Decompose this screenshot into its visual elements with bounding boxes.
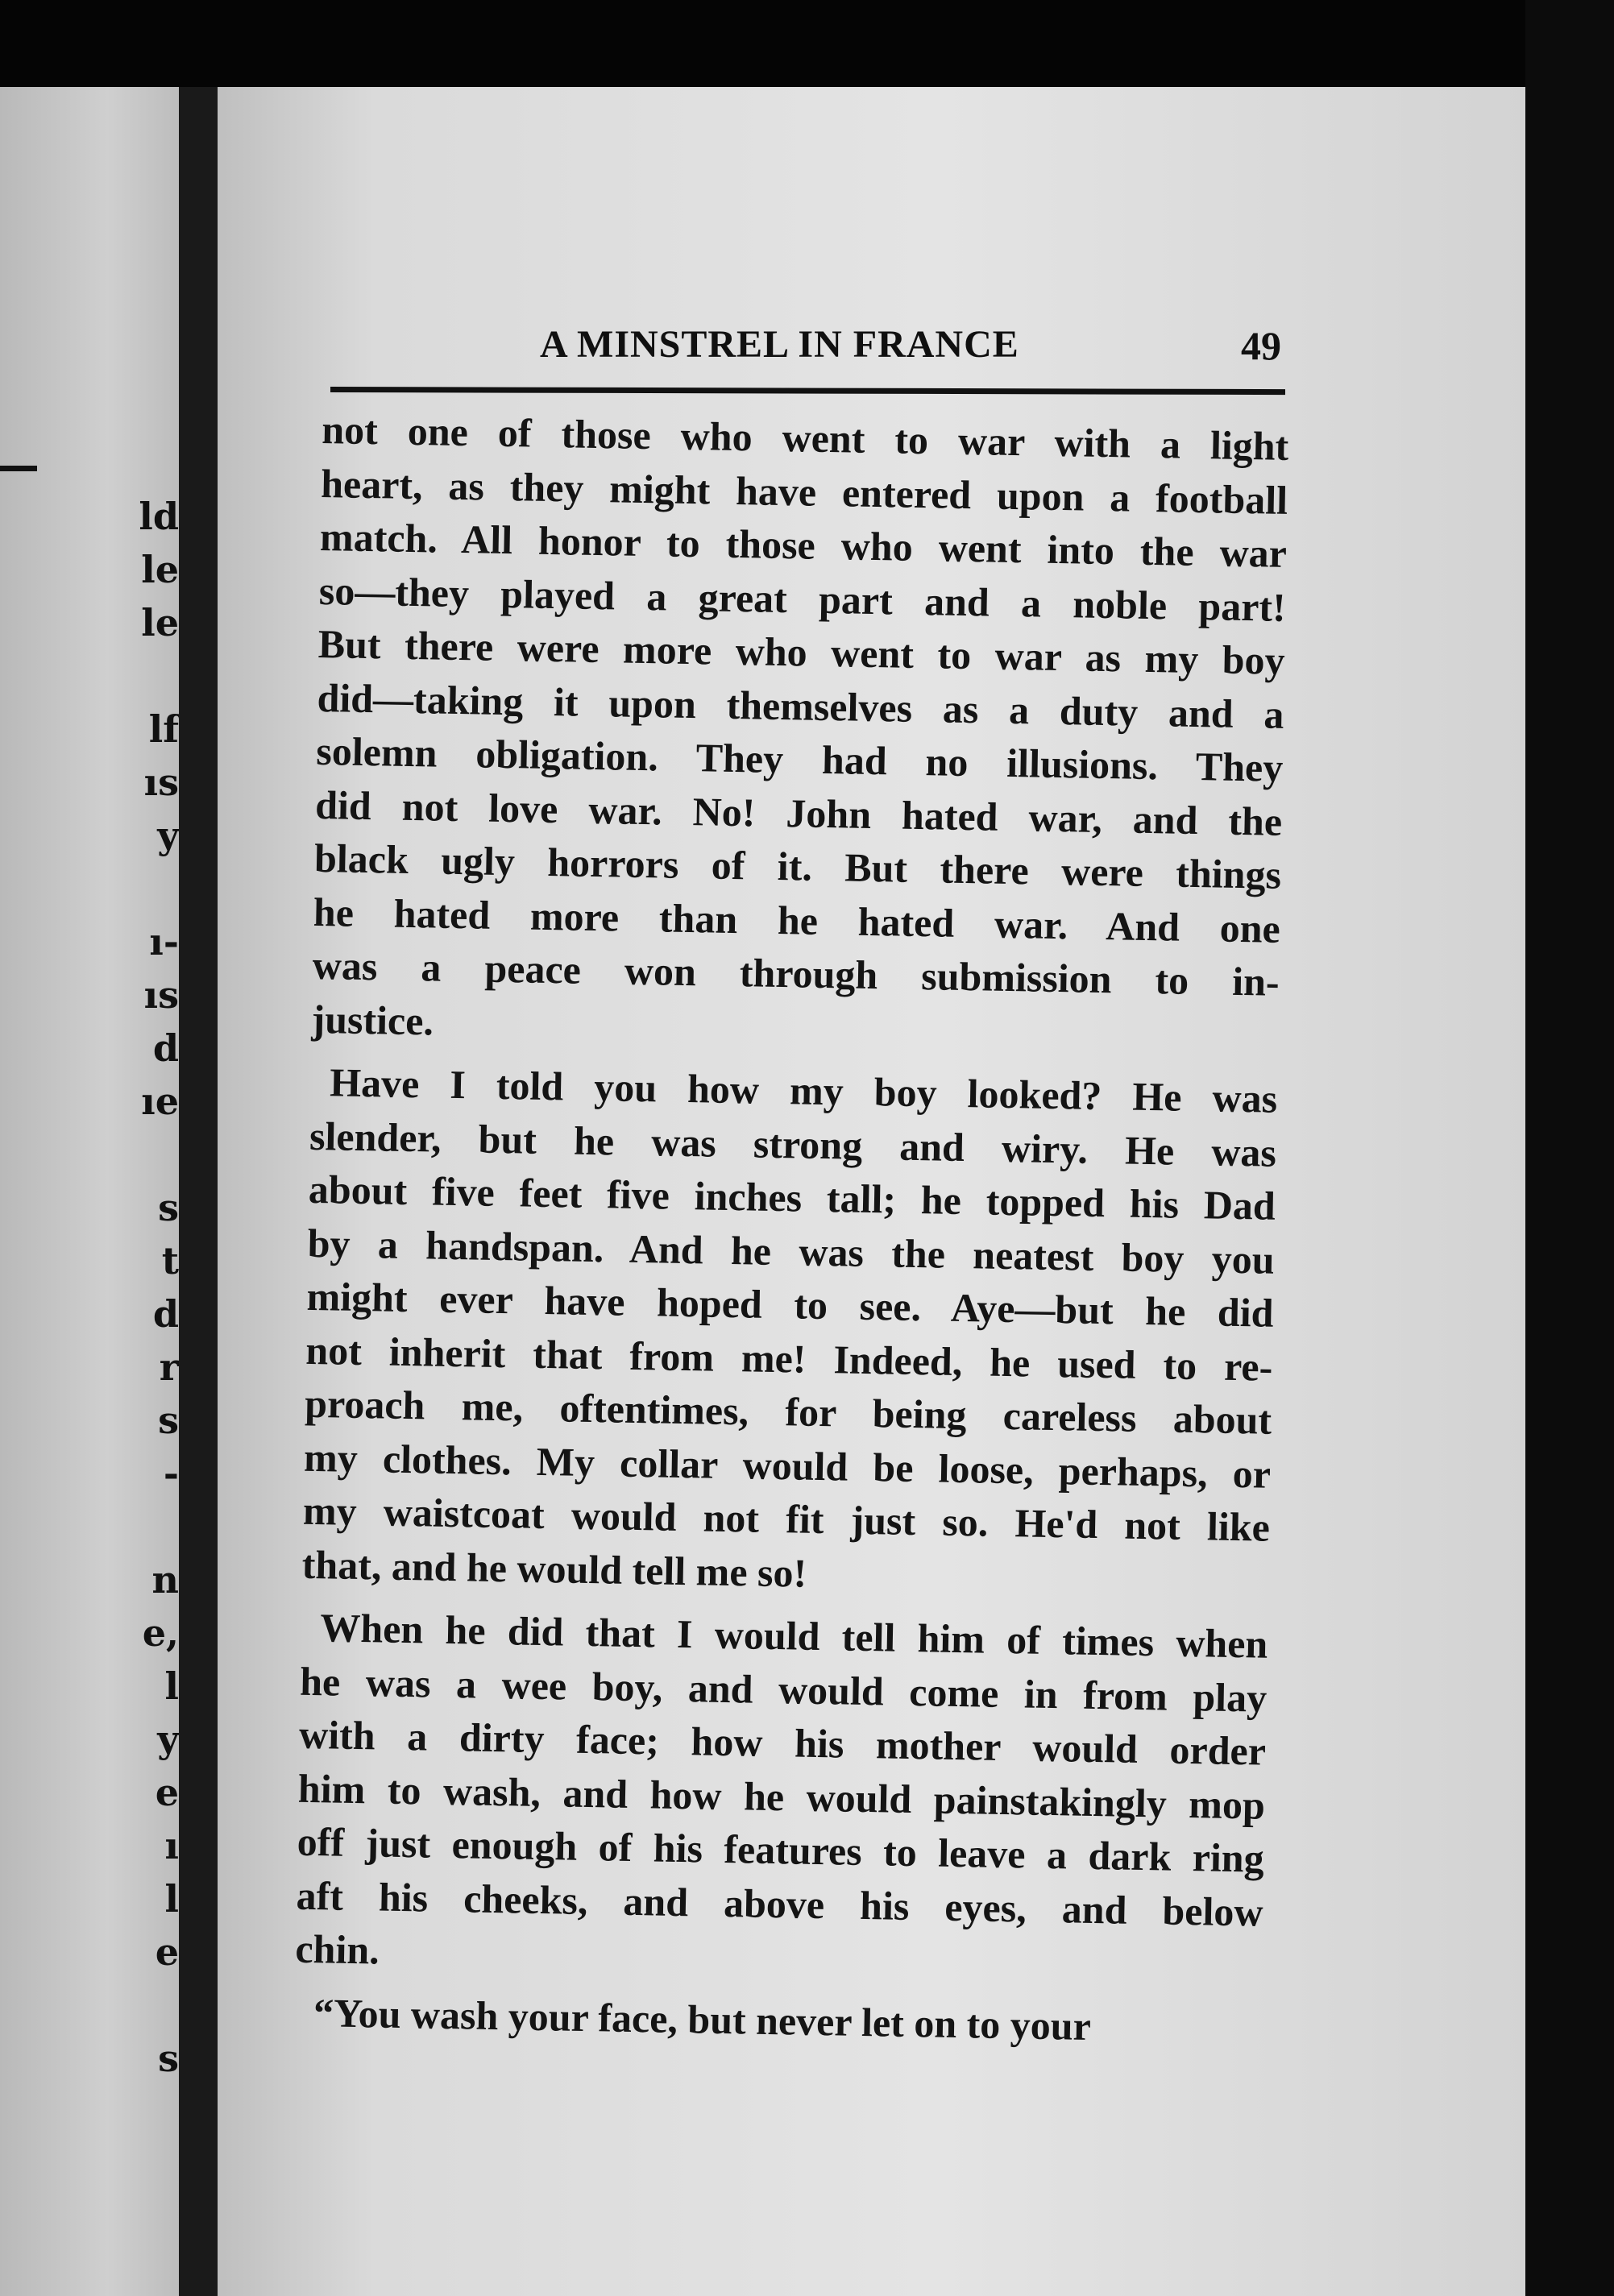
facing-page-fragment: l [164,1664,179,1708]
facing-page-fragment: s [158,1399,179,1442]
facing-page-edge [0,87,179,2296]
text-line: proach me, oftentimes, for being careless about [304,1380,1272,1443]
text-line: did—taking it upon themselves as a duty and a [317,674,1284,737]
facing-page-fragment: lf [148,707,179,751]
scan-background-right [1525,0,1614,2296]
text-line: When he did that I would tell him of times when [319,1605,1268,1667]
text-line: But there were more who went to war as my boy [317,620,1286,683]
text-line: heart, as they might have entered upon a football [320,460,1288,523]
text-line: about five feet five inches tall; he topped his Dad [308,1166,1276,1229]
paragraph [311,403,1289,1063]
facing-page-fragment: le [141,548,179,591]
text-line: not one of those who went to war with a light [321,406,1289,469]
text-line: my waistcoat would not fit just so. He'd not like [302,1487,1271,1550]
text-line: he hated more than he hated war. And one [313,889,1281,951]
text-line: so—they played a great part and a noble part! [318,567,1287,630]
text-line: him to wash, and how he would painstakingly mop [297,1765,1266,1828]
facing-page-fragment: ıs [143,760,179,804]
facing-page-fragment: y [157,1718,179,1761]
facing-page-header-rule [0,466,37,471]
facing-page-fragment: e [155,1771,179,1814]
paragraph [301,1055,1277,1608]
text-line: black ugly horrors of it. But there were things [313,835,1282,897]
text-line: that, and he would tell me so! [301,1541,807,1596]
facing-page-fragment: ı- [149,920,179,964]
text-line: my clothes. My collar would be loose, perhaps, or [303,1434,1272,1497]
facing-page-fragment: ıs [143,973,179,1017]
facing-page-fragment: ı [164,1824,179,1867]
body-text [294,403,1289,2056]
facing-page-fragment [114,1128,179,1181]
page-header [330,322,1281,379]
facing-page-fragment: d [152,1026,179,1070]
facing-page-fragment [114,1500,179,1553]
text-line: by a handspan. And he was the neatest boy you [307,1220,1276,1283]
facing-page-fragment: y [157,814,179,857]
text-line: “You wash your face, but never let on to your [313,1989,1092,2049]
text-line: match. All honor to those who went into the war [319,513,1288,576]
text-line: might ever have hoped to see. Aye—but he did [306,1273,1274,1336]
facing-page-fragment: ıe [141,1080,179,1123]
facing-page-fragment: le [141,601,179,644]
text-line: chin. [295,1925,380,1973]
facing-page-fragment: - [163,1452,179,1495]
scan-background-top [0,0,1614,87]
text-line: was a peace won through submission to in- [312,942,1280,1005]
facing-page-fragment [114,649,179,702]
facing-page-fragment: l [164,1877,179,1921]
facing-page-text-fragments [114,490,179,2085]
paragraph [295,1601,1268,1992]
text-line: off just enough of his features to leave a dark ring [297,1818,1265,1881]
facing-page-fragment [114,1979,179,2032]
facing-page-fragment: ld [139,495,179,538]
facing-page-fragment: e, [142,1611,179,1655]
facing-page-fragment: s [158,1186,179,1229]
text-line: justice. [311,996,434,1044]
facing-page-fragment: t [161,1239,179,1283]
text-line: Have I told you how my boy looked? He was [329,1059,1278,1121]
text-line: did not love war. No! John hated war, and the [314,781,1283,844]
facing-page-fragment: n [151,1558,179,1602]
facing-page-fragment: s [158,2037,179,2080]
running-head: A MINSTREL IN FRANCE [540,323,1019,366]
page-number: 49 [1241,323,1281,368]
facing-page-fragment: d [152,1292,179,1336]
book-gutter [179,87,218,2296]
text-line: aft his cheeks, and above his eyes, and below [296,1872,1263,1935]
text-line: solemn obligation. They had no illusions. They [315,727,1284,790]
text-line: not inherit that from me! Indeed, he used to re- [305,1327,1273,1390]
text-line: slender, but he was strong and wiry. He was [309,1113,1277,1175]
text-line: with a dirty face; how his mother would order [298,1711,1267,1774]
facing-page-fragment: r [159,1345,179,1389]
facing-page-fragment [114,862,179,915]
facing-page-fragment: e [155,1930,179,1974]
text-line: he was a wee boy, and would come in from play [299,1658,1268,1721]
